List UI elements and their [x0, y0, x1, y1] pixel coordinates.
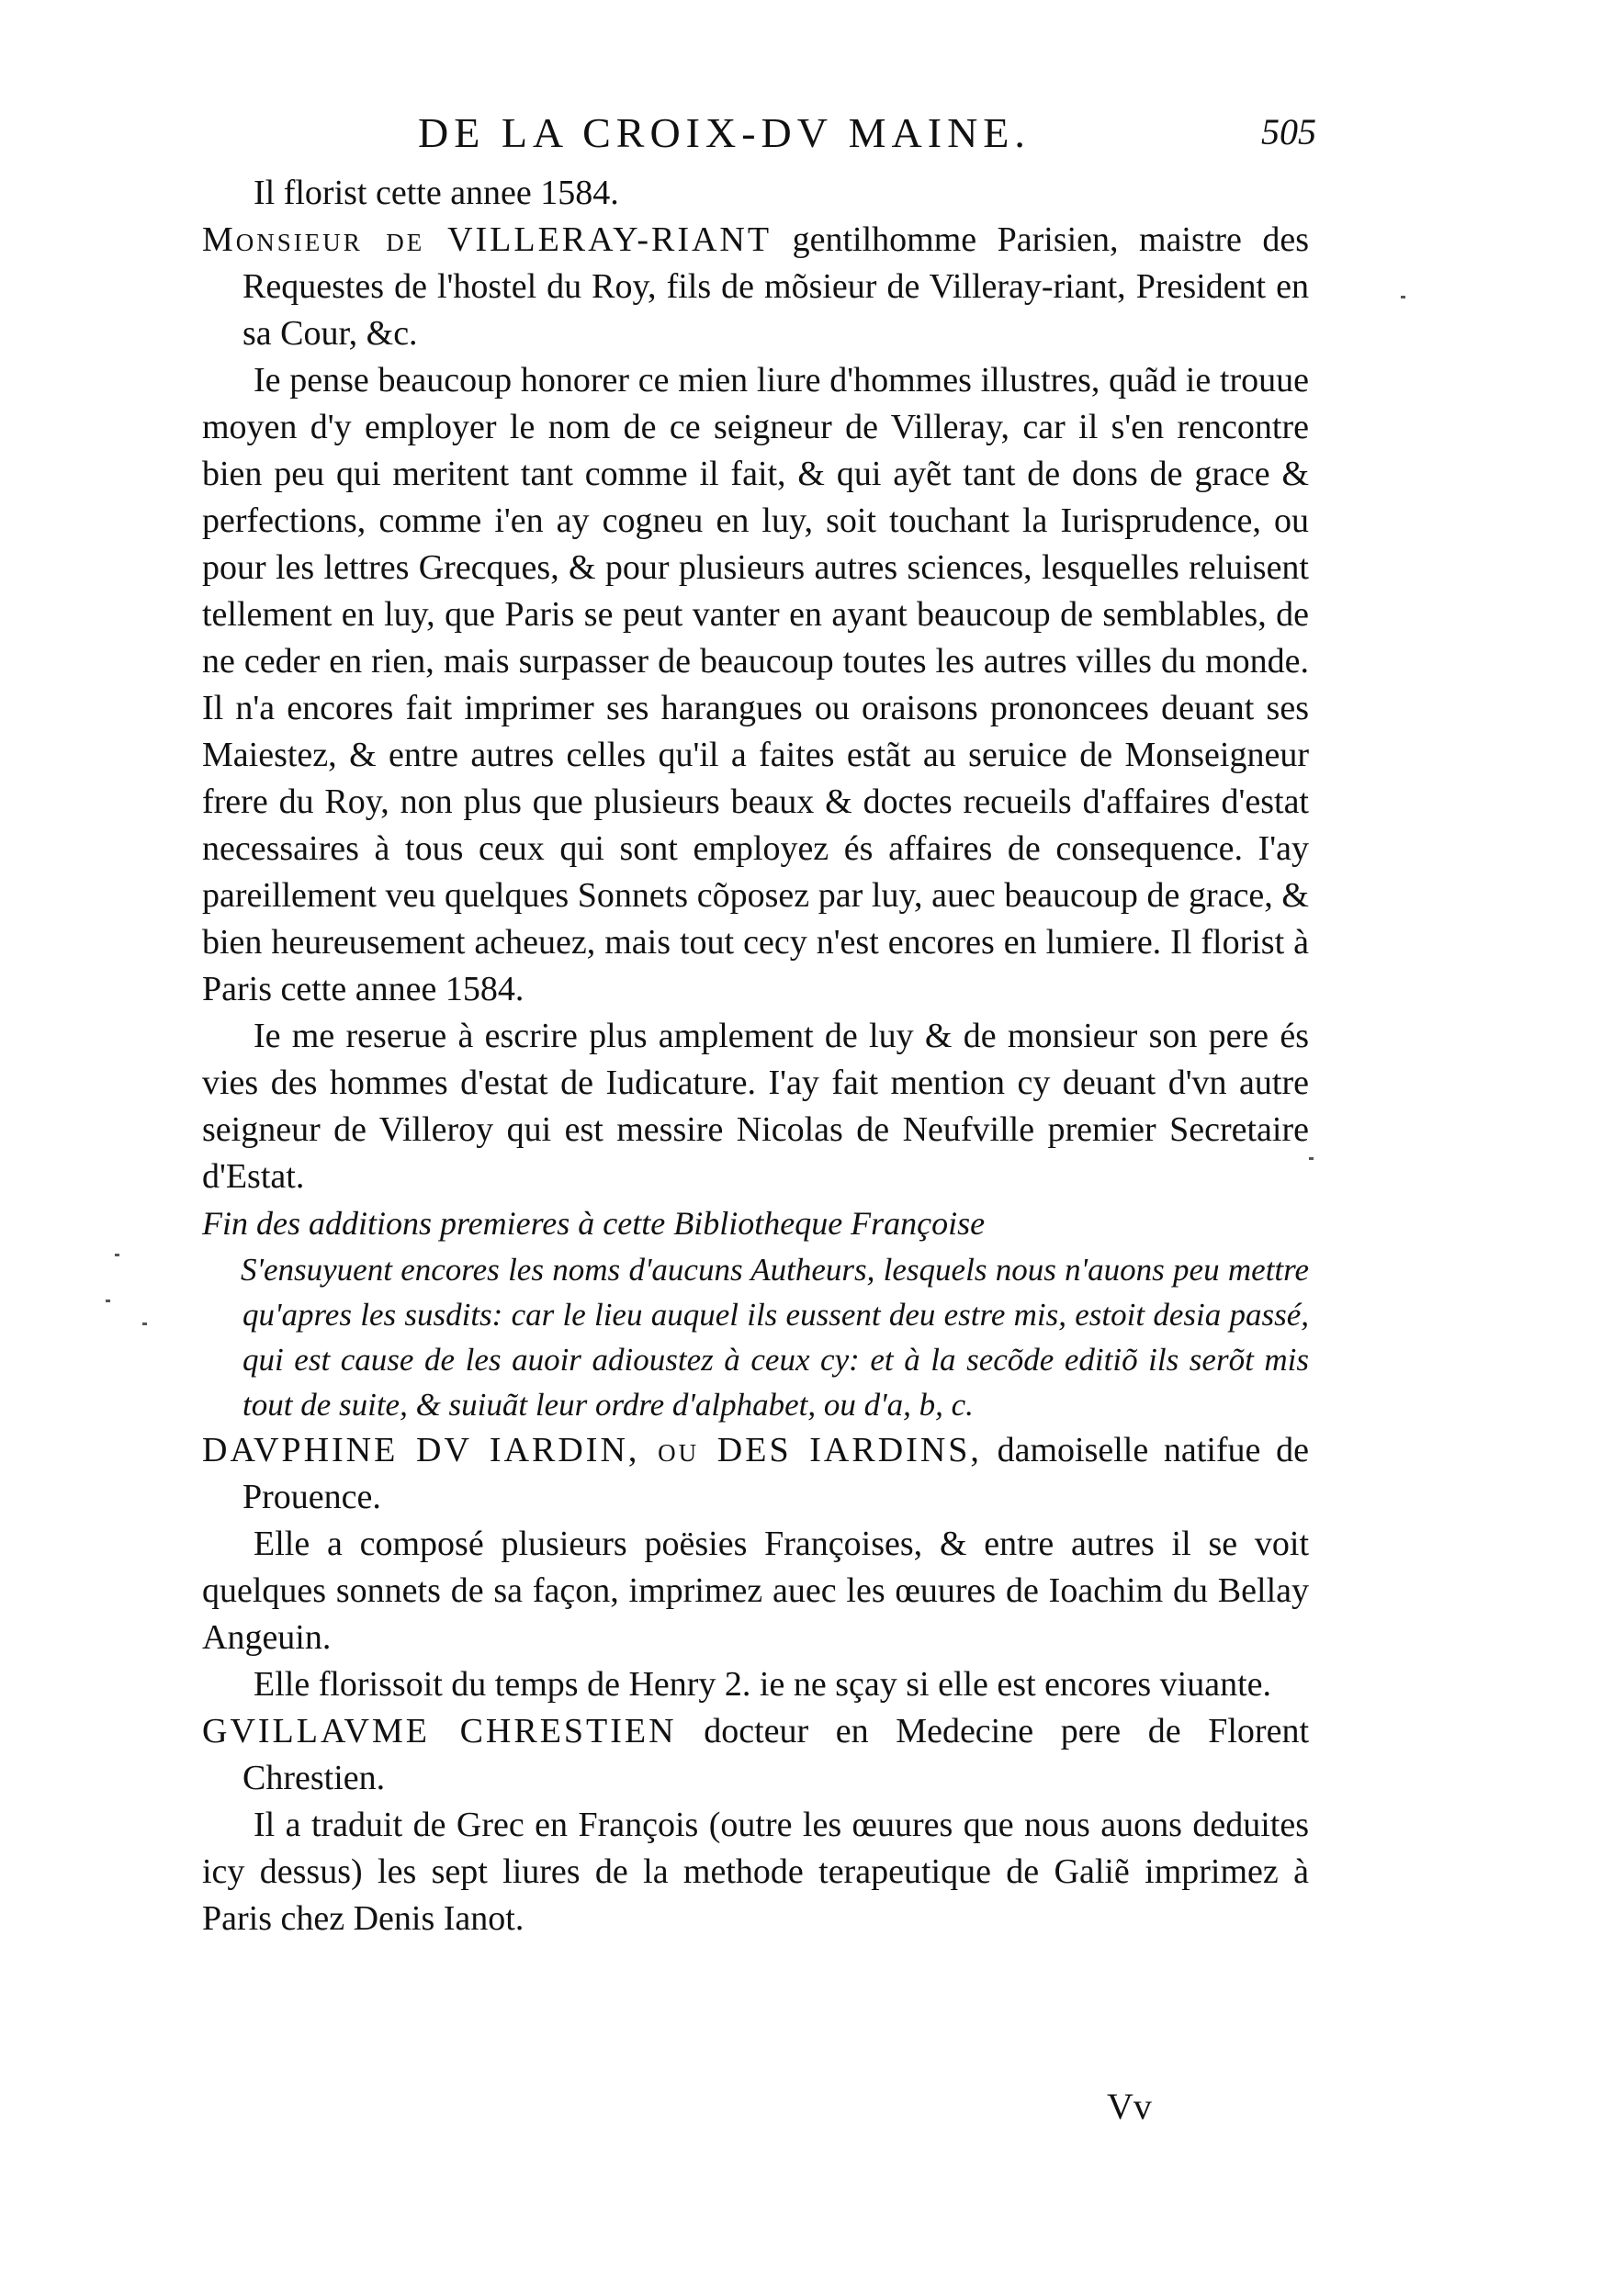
- section-divider: Fin des additions premieres à cette Bibliotheque Françoise: [202, 1205, 986, 1242]
- body-text: [202, 170, 1309, 1942]
- entry-villeray: [202, 217, 1309, 357]
- entry-dauphine: [202, 1427, 1309, 1521]
- entry-paragraph: Elle a composé plusieurs poësies Françoises, & entre autres il se voit quelques sonnets de sa façon, imprimez auec les œuures de Ioachim du Bellay Angeuin.: [202, 1525, 1309, 1657]
- print-speck: [115, 1254, 119, 1256]
- additions-note: S'ensuyuent encores les noms d'aucuns Autheurs, lesquels nous n'auons peu mettre qu'apres les susdits: car le lieu auquel ils eussent deu estre mis, estoit desia passé, qui est cause de les auoir adioustez à ceux cy: et à la secõde editiõ ils serõt mis tout de suite, & suiuãt leur ordre d'alphabet, ou d'a, b, c.: [241, 1252, 1309, 1423]
- print-speck: [106, 1300, 110, 1302]
- print-speck: [1309, 1157, 1314, 1160]
- entry-paragraph: Il a traduit de Grec en François (outre les œuures que nous auons deduites icy dessus) les sept liures de la methode terapeutique de Galiẽ imprimez à Paris chez Denis Ianot.: [202, 1806, 1309, 1938]
- entry-paragraph: Elle florissoit du temps de Henry 2. ie ne sçay si elle est encores viuante.: [254, 1665, 1272, 1704]
- entry-description: damoiselle natifue de Prouence.: [242, 1431, 1309, 1516]
- entry-paragraph: Ie pense beaucoup honorer ce mien liure d'hommes illustres, quãd ie trouue moyen d'y employer le nom de ce seigneur de Villeray, car il s'en rencontre bien peu qui meritent tant comme il fait, & qui ayẽt tant de dons de grace & perfections, comme i'en ay cogneu en luy, soit touchant la Iurisprudence, ou pour les lettres Grecques, & pour plusieurs autres sciences, lesquelles reluisent tellement en luy, que Paris se peut vanter en ayant beaucoup de semblables, de ne ceder en rien, mais surpasser de beaucoup toutes les autres villes du monde. Il n'a encores fait imprimer ses harangues ou oraisons prononcees deuant ses Maiestez, & entre autres celles qu'il a faites estãt au seruice de Monseigneur frere du Roy, non plus que plusieurs beaux & doctes recueils d'affaires d'estat necessaires à tous ceux qui sont employez és affaires de consequence. I'ay pareillement veu quelques Sonnets cõposez par luy, auec beaucoup de grace, & bien heureusement acheuez, mais tout cecy n'est encores en lumiere. Il florist à Paris cette annee 1584.: [202, 361, 1309, 1008]
- page-number: 505: [1261, 111, 1316, 152]
- print-speck: [1401, 296, 1405, 298]
- running-title: DE LA CROIX-DV MAINE.: [418, 109, 1031, 156]
- entry-description: gentilhomme Parisien, maistre des Requestes de l'hostel du Roy, fils de mõsieur de Villeray-riant, President en sa Cour, &c.: [242, 220, 1310, 353]
- entry-paragraph: Ie me reserue à escrire plus amplement de luy & de monsieur son pere és vies des hommes d'estat de Iudicature. I'ay fait mention cy deuant d'vn autre seigneur de Villeroy qui est messire Nicolas de Neufville premier Secretaire d'Estat.: [202, 1017, 1309, 1196]
- entry-name: GVILLAVME CHRESTIEN: [202, 1712, 677, 1750]
- entry-name: Monsieur de VILLERAY-RIANT: [202, 220, 773, 259]
- print-speck: [142, 1322, 147, 1325]
- entry-description: docteur en Medecine pere de Florent Chrestien.: [242, 1712, 1309, 1797]
- entry-name: DAVPHINE DV IARDIN, ou DES IARDINS,: [202, 1431, 982, 1469]
- entry-guillaume: [202, 1708, 1309, 1802]
- catchword: Vv: [1107, 2086, 1152, 2127]
- continuation-line: Il florist cette annee 1584.: [254, 174, 619, 212]
